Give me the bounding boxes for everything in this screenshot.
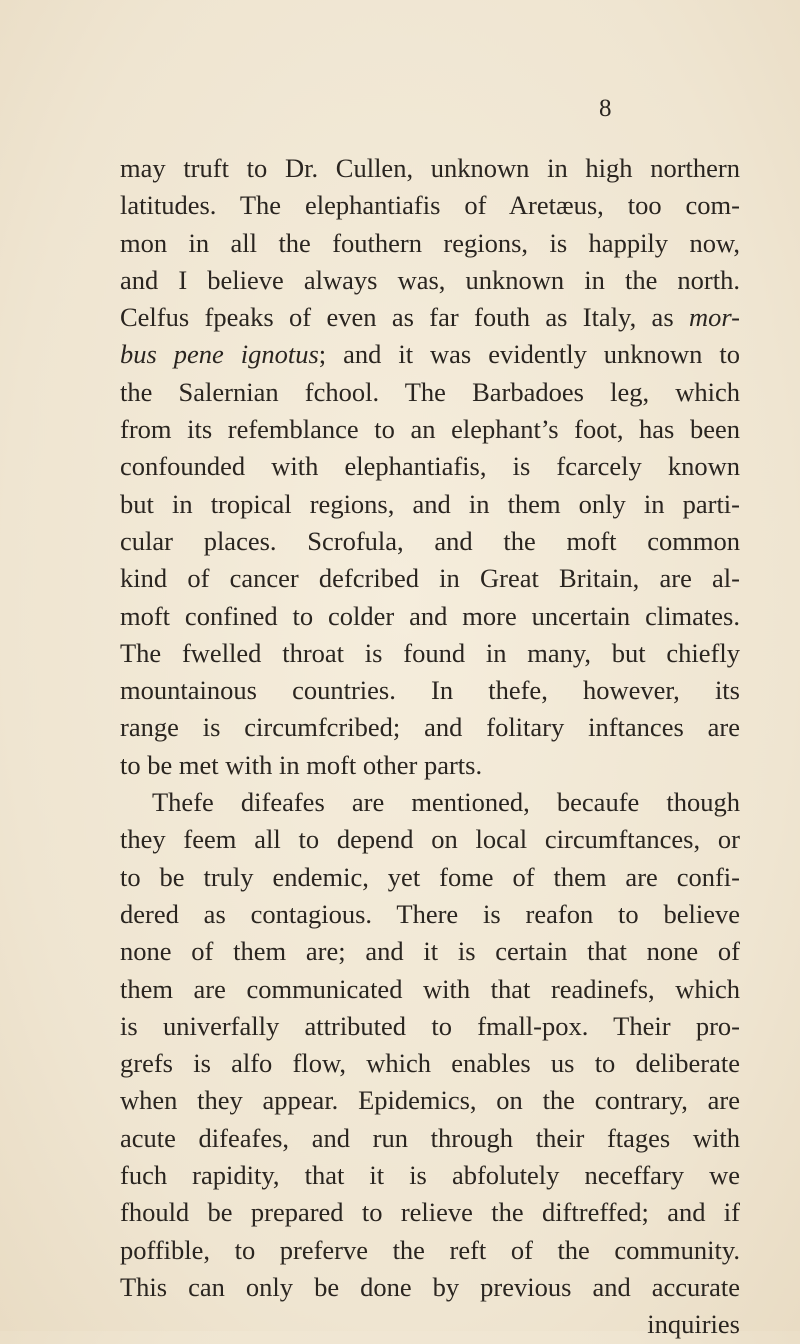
- text-line: range is circumfcribed; and folitary inftances are: [120, 712, 740, 743]
- text-line: [120, 299, 740, 336]
- text-line: they feem all to depend on local circumftances, or: [120, 824, 740, 855]
- text-line: dered as contagious. There is reafon to believe: [120, 898, 740, 929]
- italic-text: mor-: [689, 302, 740, 333]
- text-line: from its refemblance to an elephant’s foot, has been: [120, 414, 740, 445]
- text-line: poffible, to preferve the reft of the community.: [120, 1234, 740, 1265]
- text-line: the Salernian fchool. The Barbadoes leg, which: [120, 376, 740, 407]
- text-line: confounded with elephantiafis, is fcarcely known: [120, 451, 740, 482]
- text-line: when they appear. Epidemics, on the contrary, are: [120, 1085, 740, 1116]
- text-line: may truft to Dr. Cullen, unknown in high northern: [120, 153, 740, 183]
- text-line: moft confined to colder and more uncertain climates.: [120, 600, 740, 631]
- text-line: acute difeafes, and run through their ftages with: [120, 1122, 740, 1153]
- text-line: mountainous countries. In thefe, however, its: [120, 675, 740, 706]
- catchword: inquiries: [647, 1309, 740, 1340]
- text-line: grefs is alfo flow, which enables us to deliberate: [120, 1048, 740, 1079]
- text-line: them are communicated with that readinefs, which: [120, 973, 740, 1004]
- text-line: Thefe difeafes are mentioned, becaufe though: [152, 787, 740, 818]
- text-line: This can only be done by previous and accurate: [120, 1271, 740, 1302]
- text-line: to be truly endemic, yet fome of them are confi-: [120, 861, 740, 892]
- text-line: kind of cancer defcribed in Great Britain, are al-: [120, 563, 740, 594]
- italic-text: bus pene ignotus: [120, 339, 319, 370]
- text-segment: ; and it was evidently unknown to: [318, 339, 740, 370]
- text-line: latitudes. The elephantiafis of Aretæus, too com-: [120, 190, 740, 221]
- text-line: fhould be prepared to relieve the diftreffed; and if: [120, 1197, 740, 1228]
- text-line: [120, 336, 740, 373]
- text-line: to be met with in moft other parts.: [120, 749, 483, 780]
- text-segment: Celfus fpeaks of even as far fouth as Italy, as: [120, 302, 674, 333]
- text-line: but in tropical regions, and in them only in parti-: [120, 488, 740, 519]
- text-line: is univerfally attributed to fmall-pox. Their pro-: [120, 1010, 740, 1041]
- text-line: fuch rapidity, that it is abfolutely neceffary we: [120, 1160, 740, 1191]
- body-text: [120, 150, 740, 1344]
- text-line: mon in all the fouthern regions, is happily now,: [120, 227, 740, 258]
- text-line: The fwelled throat is found in many, but chiefly: [120, 637, 740, 668]
- page-number: 8: [599, 95, 612, 122]
- text-line: cular places. Scrofula, and the moft common: [120, 525, 740, 556]
- text-line: and I believe always was, unknown in the north.: [120, 264, 740, 295]
- text-line: none of them are; and it is certain that none of: [120, 936, 740, 967]
